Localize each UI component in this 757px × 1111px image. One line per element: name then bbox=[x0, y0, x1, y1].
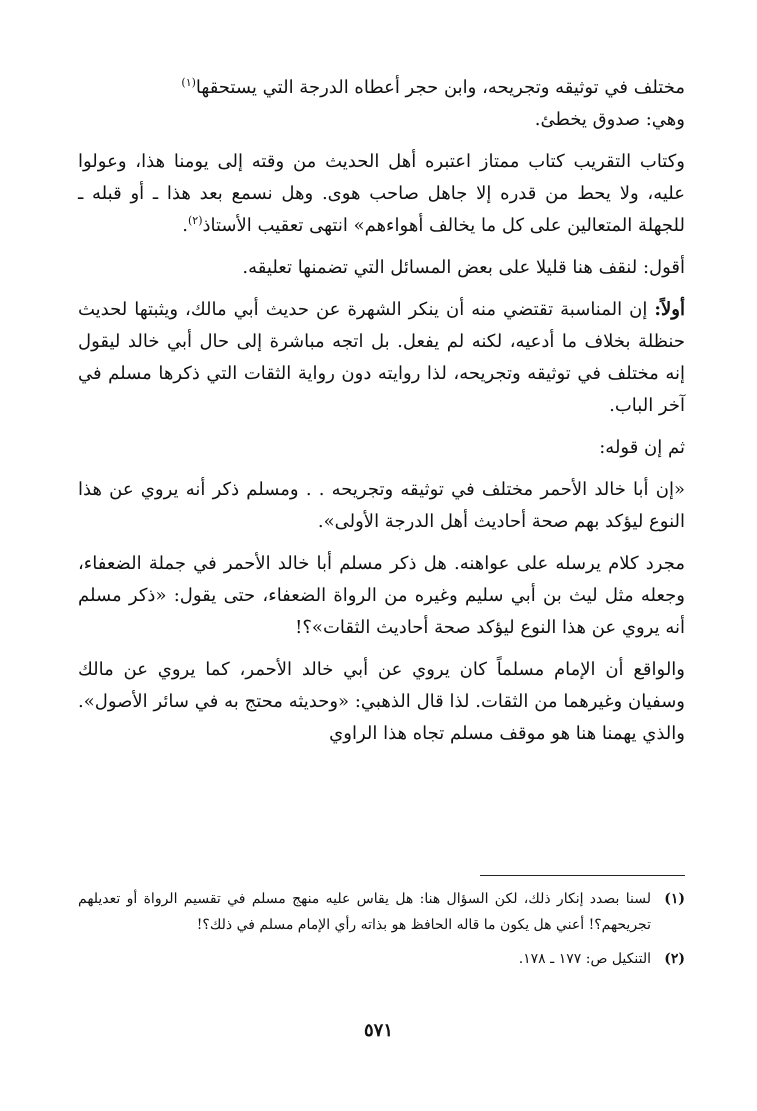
paragraph-1 bbox=[78, 72, 685, 136]
footnotes bbox=[78, 886, 685, 980]
paragraph-1-text: مختلف في توثيقه وتجريحه، وابن حجر أعطاه الدرجة التي يستحقها bbox=[195, 77, 685, 98]
page-number: ٥٧١ bbox=[363, 1020, 393, 1041]
paragraph-2 bbox=[78, 146, 685, 242]
paragraph-6-quote: «إن أبا خالد الأحمر مختلف في توثيقه وتجريحه . . ومسلم ذكر أنه يروي عن هذا النوع ليؤكد بهم صحة أحاديث أهل الدرجة الأولى». bbox=[78, 479, 685, 532]
paragraph-3: أقول: لنقف هنا قليلا على بعض المسائل التي تضمنها تعليقه. bbox=[242, 257, 685, 278]
paragraph-4-lead: أولاً: bbox=[654, 299, 685, 320]
footnote-1 bbox=[78, 886, 685, 938]
footnote-divider bbox=[480, 875, 685, 876]
paragraph-5: ثم إن قوله: bbox=[599, 437, 685, 458]
paragraph-1-tail: وهي: صدوق يخطئ. bbox=[534, 109, 685, 130]
footnote-2 bbox=[78, 946, 685, 972]
footnote-2-number: (٢) bbox=[664, 951, 685, 967]
paragraph-8: والواقع أن الإمام مسلماً كان يروي عن أبي خالد الأحمر، كما يروي عن مالك وسفيان وغيرهما من الثقات. لذا قال الذهبي: «وحديثه محتج به في سائر الأصول». والذي يهمنا هنا هو موقف مسلم تجاه هذا الراوي bbox=[78, 659, 685, 744]
footnote-1-text: لسنا بصدد إنكار ذلك، لكن السؤال هنا: هل يقاس عليه منهج مسلم في تقسيم الرواة أو تعديلهم تجريحهم؟! أعني هل يكون ما قاله الحافظ هو بذاته رأي الإمام مسلم في ذلك؟! bbox=[78, 891, 651, 933]
footnote-2-text: التنكيل ص: ١٧٧ ـ ١٧٨. bbox=[518, 951, 651, 967]
main-text bbox=[78, 72, 685, 750]
paragraph-4-text: إن المناسبة تقتضي منه أن ينكر الشهرة عن حديث أبي مالك، ويثبتها لحديث حنظلة بخلاف ما أدعيه، لكنه لم يفعل. بل اتجه مباشرة إلى حال أبي خالد ليقول إنه مختلف في توثيقه وتجريحه، لذا روايته دون رواية الثقات التي ذكرها مسلم في آخر الباب. bbox=[78, 299, 685, 416]
footnote-ref-2[interactable]: (٢) bbox=[187, 214, 203, 227]
footnote-ref-1[interactable]: (١) bbox=[181, 76, 196, 89]
paragraph-4 bbox=[78, 294, 685, 422]
paragraph-2-end: . bbox=[182, 215, 188, 236]
paragraph-7: مجرد كلام يرسله على عواهنه. هل ذكر مسلم أبا خالد الأحمر في جملة الضعفاء، وجعله مثل ليث بن أبي سليم وغيره من الرواة الضعفاء، حتى يقول: «ذكر مسلم أنه يروي عن هذا النوع ليؤكد صحة أحاديث الثقات»؟! bbox=[78, 553, 685, 638]
paragraph-2-text: وكتاب التقريب كتاب ممتاز اعتبره أهل الحديث من وقته إلى يومنا هذا، وعولوا عليه، ولا يحط من قدره إلا جاهل صاحب هوى. وهل نسمع بعد هذا ـ أو قبله ـ للجهلة المتعالين على كل ما يخالف أهواءهم» انتهى تعقيب الأستاذ bbox=[78, 151, 685, 236]
footnote-1-number: (١) bbox=[664, 891, 685, 907]
